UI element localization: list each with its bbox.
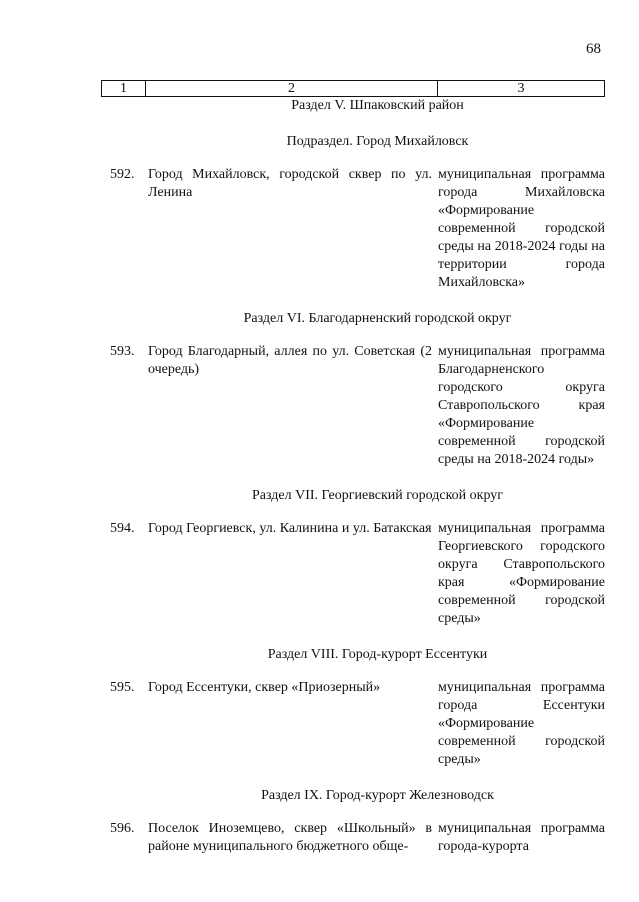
section-title: Раздел IX. Город-курорт Железноводск bbox=[261, 788, 494, 803]
entry-program: муниципальная программа Георгиевского городского округа Ставропольского края «Формирование современной городской среды» bbox=[438, 521, 605, 626]
entry-program: муниципальная программа Благодарненского городского округа Ставропольского края «Формирование современной городской среды на 2018-2024 годы» bbox=[438, 344, 605, 467]
section-vi bbox=[110, 310, 605, 469]
section-title: Раздел VIII. Город-курорт Ессентуки bbox=[267, 647, 488, 662]
entry-location: Город Ессентуки, сквер «Приозерный» bbox=[148, 680, 381, 695]
entry-number: 595. bbox=[110, 680, 135, 695]
entry-594 bbox=[110, 520, 605, 628]
entry-program: муниципальная программа города-курорта bbox=[438, 821, 605, 854]
document-body bbox=[110, 97, 605, 856]
entry-596 bbox=[110, 820, 605, 856]
entry-location: Город Георгиевск, ул. Калинина и ул. Батакская bbox=[148, 521, 432, 536]
section-v bbox=[110, 97, 605, 292]
section-title: Раздел VI. Благодарненский городской округ bbox=[243, 311, 512, 326]
entry-592 bbox=[110, 166, 605, 292]
column-header-3: 3 bbox=[517, 81, 525, 96]
column-header-1: 1 bbox=[102, 81, 146, 96]
section-ix bbox=[110, 787, 605, 856]
entry-program: муниципальная программа города Михайловска «Формирование современной городской среды на 2018-2024 годы на территории города Михайловска» bbox=[438, 167, 605, 290]
entry-number: 596. bbox=[110, 821, 135, 836]
entry-595 bbox=[110, 679, 605, 769]
section-vii bbox=[110, 487, 605, 628]
section-subtitle: Подраздел. Город Михайловск bbox=[286, 134, 469, 149]
entry-number: 594. bbox=[110, 521, 135, 536]
section-title: Раздел V. Шпаковский район bbox=[291, 98, 464, 113]
entry-location: Поселок Иноземцево, сквер «Школьный» в районе муниципального бюджетного обще- bbox=[148, 821, 432, 854]
entry-program: муниципальная программа города Ессентуки «Формирование современной городской среды» bbox=[438, 680, 605, 767]
entry-593 bbox=[110, 343, 605, 469]
entry-number: 592. bbox=[110, 167, 135, 182]
entry-number: 593. bbox=[110, 344, 135, 359]
page-number: 68 bbox=[586, 41, 601, 57]
section-title: Раздел VII. Георгиевский городской округ bbox=[251, 488, 504, 503]
column-header-row bbox=[101, 80, 605, 97]
entry-location: Город Михайловск, городской сквер по ул. Ленина bbox=[148, 167, 432, 200]
column-header-2: 2 bbox=[146, 81, 438, 96]
section-viii bbox=[110, 646, 605, 769]
entry-location: Город Благодарный, аллея по ул. Советская (2 очередь) bbox=[148, 344, 432, 377]
